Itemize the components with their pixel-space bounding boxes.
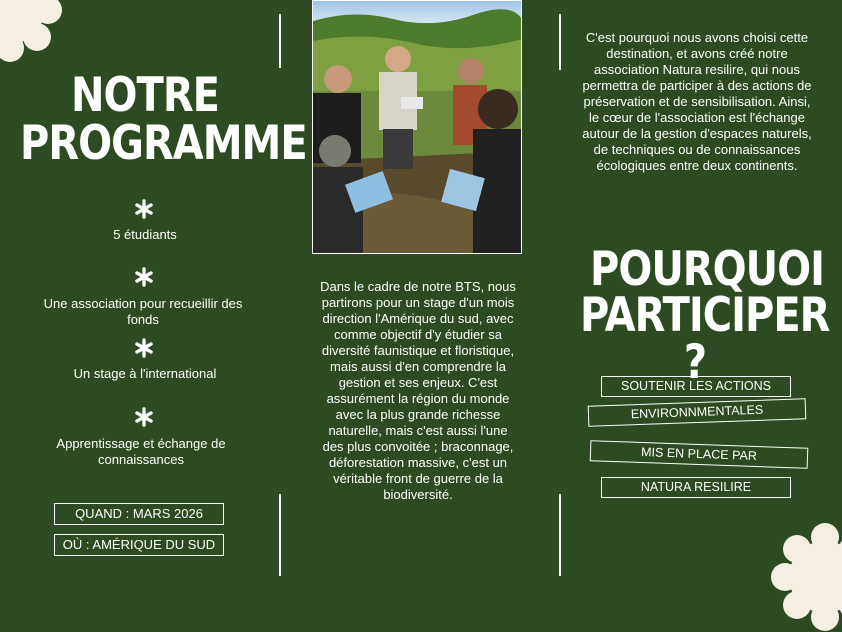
program-item: Une association pour recueillir des fonds xyxy=(43,296,243,327)
when-badge: QUAND : MARS 2026 xyxy=(54,503,224,525)
cause-tag: MIS EN PLACE PAR xyxy=(590,440,809,469)
cause-tag: ENVIRONNMENTALES xyxy=(588,398,807,427)
middle-body-text: Dans le cadre de notre BTS, nous partirons pour un stage d'un mois direction l'Amérique du sud, avec comme objectif d'y étudier sa diversité faunistique et floristique, mais aussi d'en comprendre la gestion et ses enjeux. C'est assurément la région du monde avec la plus grande richesse naturelle, mais c'est aussi l'une des plus convoitée ; braconnage, déforestation massive, c'est un véritable front de guerre de la biodiversité. xyxy=(320,279,516,502)
program-title-line2: PROGRAMME xyxy=(20,116,307,171)
program-item: Apprentissage et échange de connaissances xyxy=(56,436,226,467)
flower-decoration-bottom-right xyxy=(770,522,842,632)
why-title-line2: PARTICIPER ? xyxy=(580,288,830,390)
asterisk-icon xyxy=(134,199,154,219)
asterisk-icon xyxy=(134,338,154,358)
divider-line xyxy=(279,494,281,576)
divider-line xyxy=(279,14,281,68)
where-badge: OÙ : AMÉRIQUE DU SUD xyxy=(54,534,224,556)
why-title-line1: POURQUOI xyxy=(590,242,824,297)
flower-decoration-top-left xyxy=(0,0,70,70)
asterisk-icon xyxy=(134,267,154,287)
students-fieldwork-illustration xyxy=(313,1,522,254)
students-photo xyxy=(312,0,522,254)
cause-tag: SOUTENIR LES ACTIONS xyxy=(601,376,791,397)
cause-tag: NATURA RESILIRE xyxy=(601,477,791,498)
asterisk-icon xyxy=(134,407,154,427)
program-item: 5 étudiants xyxy=(113,227,177,242)
divider-line xyxy=(559,494,561,576)
divider-line xyxy=(559,14,561,70)
program-item: Un stage à l'international xyxy=(73,366,217,381)
right-intro-text: C'est pourquoi nous avons choisi cette destination, et avons créé notre association Natura resilire, qui nous permettra de participer à des actions de préservation et de sensibilisation. Ainsi, le cœur de l'association est l'échange autour de la gestion d'espaces naturels, de techniques ou de connaissances écologiques entre deux continents. xyxy=(582,30,812,173)
program-title-line1: NOTRE xyxy=(71,68,219,123)
